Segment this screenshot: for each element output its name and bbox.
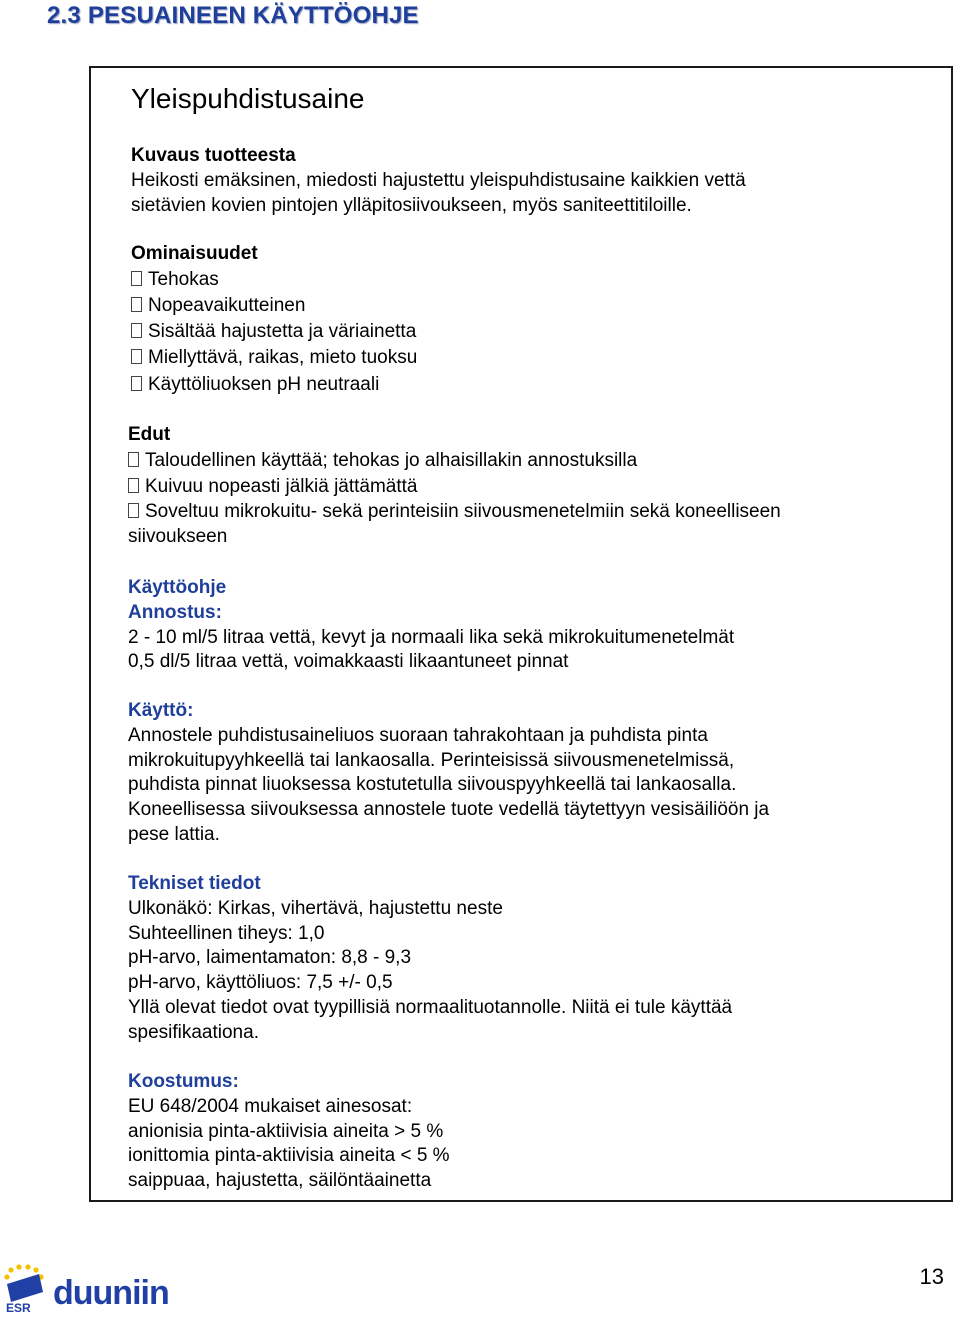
usage-heading: Käyttö: (128, 700, 194, 721)
usage-line: Koneellisessa siivouksessa annostele tuote vedellä täytettyyn vesisäiliöön ja (128, 799, 770, 821)
technical-section (128, 872, 928, 1046)
technical-line: pH-arvo, laimentamaton: 8,8 - 9,3 (128, 947, 412, 969)
dosage-heading: Annostus: (128, 601, 222, 623)
instructions-section (128, 576, 928, 675)
dosage-line: 2 - 10 ml/5 litraa vettä, kevyt ja normaali lika sekä mikrokuitumenetelmät (128, 626, 735, 648)
composition-line: anionisia pinta-aktiivisia aineita > 5 % (128, 1120, 444, 1142)
properties-list (131, 267, 931, 398)
list-item: Miellyttävä, raikas, mieto tuoksu (131, 345, 931, 371)
usage-line: mikrokuitupyyhkeellä tai lankaosalla. Perinteisissä siivousmenetelmissä, (128, 749, 735, 771)
composition-line: ionittomia pinta-aktiivisia aineita < 5 % (128, 1145, 450, 1167)
composition-heading: Koostumus: (128, 1071, 239, 1092)
bullet-box-icon (131, 349, 142, 364)
bullet-box-icon (128, 503, 139, 518)
technical-line: Ulkonäkö: Kirkas, vihertävä, hajustettu neste (128, 897, 503, 919)
page-number: 13 (919, 1264, 944, 1289)
bullet-box-icon (131, 376, 142, 391)
product-title: Yleispuhdistusaine (131, 83, 365, 114)
benefits-list (128, 448, 928, 550)
description-line: sietävien kovien pintojen ylläpitosiivoukseen, myös saniteettitiloille. (131, 194, 692, 216)
list-item: Kuivuu nopeasti jälkiä jättämättä (128, 474, 928, 500)
duuniin-wordmark: duuniin (53, 1274, 169, 1312)
technical-line: pH-arvo, käyttöliuos: 7,5 +/- 0,5 (128, 972, 393, 994)
benefits-heading: Edut (128, 424, 171, 445)
properties-heading: Ominaisuudet (131, 243, 258, 264)
usage-line: puhdista pinnat liuoksessa kostutetulla siivouspyyhkeellä tai lankaosalla. (128, 774, 737, 796)
list-item: Sisältää hajustetta ja väriainetta (131, 319, 931, 345)
benefits-section (128, 423, 928, 550)
composition-section (128, 1070, 928, 1194)
bullet-box-icon (131, 297, 142, 312)
list-item: Taloudellinen käyttää; tehokas jo alhaisillakin annostuksilla (128, 448, 928, 474)
technical-heading: Tekniset tiedot (128, 873, 261, 894)
usage-section (128, 699, 928, 848)
list-item: Tehokas (131, 267, 931, 293)
chapter-title: 2.3 PESUAINEEN KÄYTTÖOHJE (47, 2, 419, 29)
technical-line: Suhteellinen tiheys: 1,0 (128, 922, 325, 944)
list-item: Käyttöliuoksen pH neutraali (131, 372, 931, 398)
technical-line: Yllä olevat tiedot ovat tyypillisiä normaalituotannolle. Niitä ei tule käyttää (128, 996, 733, 1018)
composition-line: EU 648/2004 mukaiset ainesosat: (128, 1095, 413, 1117)
esr-emblem-text: ESR (6, 1301, 31, 1314)
esr-duuniin-logo (3, 1262, 203, 1314)
technical-line: spesifikaationa. (128, 1021, 259, 1043)
instructions-heading: Käyttöohje (128, 577, 227, 598)
usage-line: Annostele puhdistusaineliuos suoraan tahrakohtaan ja puhdista pinta (128, 724, 708, 746)
bullet-box-icon (128, 452, 139, 467)
properties-section (131, 242, 931, 398)
dosage-line: 0,5 dl/5 litraa vettä, voimakkaasti likaantuneet pinnat (128, 651, 569, 673)
description-heading: Kuvaus tuotteesta (131, 145, 296, 166)
list-item: Nopeavaikutteinen (131, 293, 931, 319)
composition-line: saippuaa, hajustetta, säilöntäainetta (128, 1170, 432, 1192)
bullet-box-icon (131, 271, 142, 286)
list-item: Soveltuu mikrokuitu- sekä perinteisiin siivousmenetelmiin sekä koneelliseen siivoukseen (128, 501, 781, 547)
bullet-box-icon (131, 323, 142, 338)
bullet-box-icon (128, 478, 139, 493)
description-section (131, 144, 931, 218)
usage-line: pese lattia. (128, 823, 220, 845)
description-line: Heikosti emäksinen, miedosti hajustettu yleispuhdistusaine kaikkien vettä (131, 169, 746, 191)
